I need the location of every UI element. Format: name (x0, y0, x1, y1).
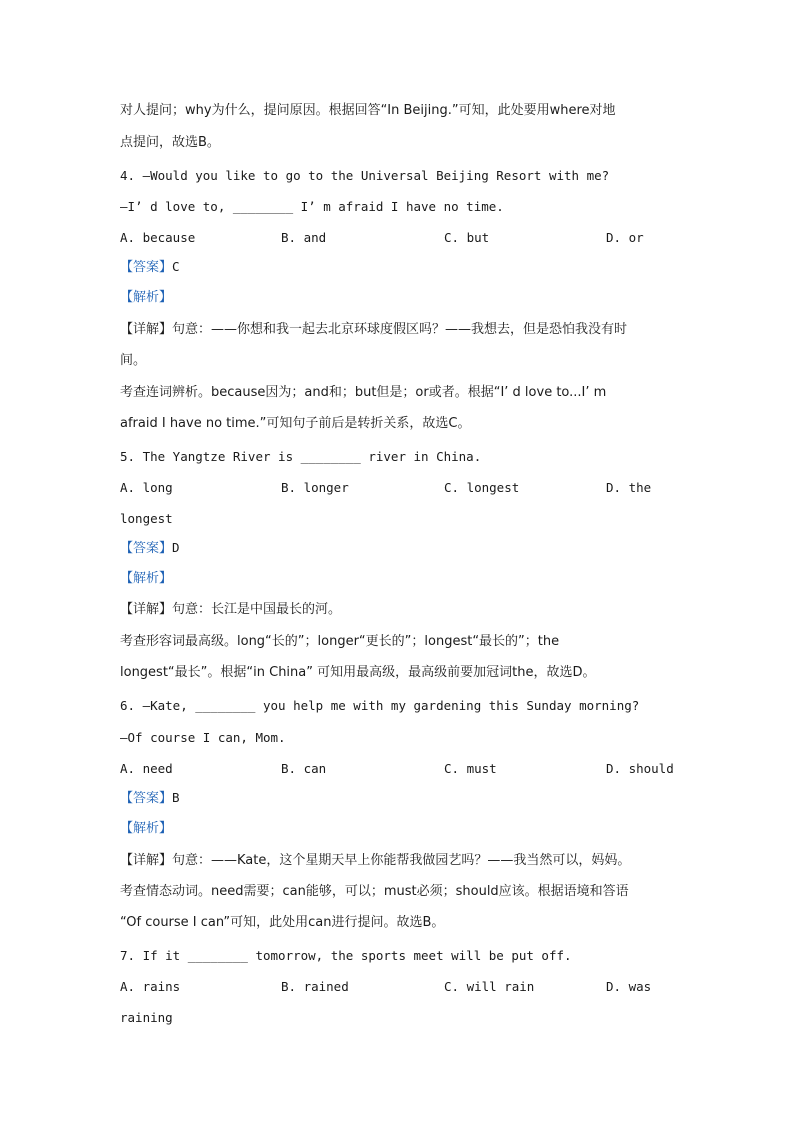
q5-detail-line-3: longest“最长”。根据“in China” 可知用最高级，最高级前要加冠词the，故选D。 (120, 665, 596, 680)
detail-tag: 【详解】 (120, 322, 173, 337)
q6-stem-line-2: —Of course I can, Mom. (120, 730, 286, 745)
q6-detail-text-1: 句意：——Kate，这个星期天早上你能帮我做园艺吗？——我当然可以，妈妈。 (172, 853, 631, 868)
q5-answer-line (120, 538, 180, 559)
analysis-tag: 【解析】 (120, 821, 173, 836)
q7-stem-line-1: 7. If it ________ tomorrow, the sports meet will be put off. (120, 948, 572, 963)
q6-option-d: D. should (606, 761, 674, 776)
q5-answer-value: D (172, 540, 180, 555)
q5-analysis-line (120, 569, 172, 589)
carry-line-2: 点提问，故选B。 (120, 135, 220, 150)
detail-tag: 【详解】 (120, 853, 173, 868)
q5-stem-line-1: 5. The Yangtze River is ________ river in China. (120, 449, 482, 464)
answer-tag: 【答案】 (120, 260, 173, 275)
answer-tag: 【答案】 (120, 541, 173, 556)
q5-detail-text-1: 句意：长江是中国最长的河。 (172, 602, 342, 617)
q4-detail-line-2: 间。 (120, 353, 147, 368)
q7-option-c: C. will rain (444, 979, 535, 994)
q7-option-b: B. rained (281, 979, 349, 994)
q7-option-a: A. rains (120, 979, 181, 994)
q4-detail-line-4: afraid I have no time.”可知句子前后是转折关系，故选C。 (120, 416, 471, 431)
q6-answer-value: B (172, 790, 180, 805)
q4-option-b: B. and (281, 230, 327, 245)
analysis-tag: 【解析】 (120, 290, 173, 305)
q4-answer-line (120, 257, 180, 278)
analysis-tag: 【解析】 (120, 571, 173, 586)
q6-detail-line-2: 考查情态动词。need需要；can能够，可以；must必须；should应该。根据语境和答语 (120, 884, 629, 899)
q4-analysis-line (120, 288, 172, 308)
q6-option-c: C. must (444, 761, 497, 776)
q4-detail-line-1 (120, 320, 627, 340)
q4-answer-value: C (172, 259, 180, 274)
detail-tag: 【详解】 (120, 602, 173, 617)
q4-stem-line-1: 4. —Would you like to go to the Universal Beijing Resort with me? (120, 168, 610, 183)
q6-option-a: A. need (120, 761, 173, 776)
carry-line-1: 对人提问；why为什么，提问原因。根据回答“In Beijing.”可知，此处要用where对地 (120, 103, 616, 118)
q5-option-d: D. the (606, 480, 652, 495)
q4-option-d: D. or (606, 230, 644, 245)
q4-detail-text-1: 句意：——你想和我一起去北京环球度假区吗？——我想去，但是恐怕我没有时 (172, 322, 628, 337)
q5-detail-line-2: 考查形容词最高级。long“长的”；longer“更长的”；longest“最长的”；the (120, 634, 560, 649)
q5-option-a: A. long (120, 480, 173, 495)
q6-stem-line-1: 6. —Kate, ________ you help me with my gardening this Sunday morning? (120, 698, 640, 713)
q6-detail-line-3: “Of course I can”可知，此处用can进行提问。故选B。 (120, 915, 445, 930)
q5-detail-line-1 (120, 600, 341, 620)
q6-option-b: B. can (281, 761, 327, 776)
q4-option-c: C. but (444, 230, 490, 245)
q6-analysis-line (120, 819, 172, 839)
q5-option-d-wrap: longest (120, 511, 173, 526)
q6-answer-line (120, 788, 180, 809)
q5-option-c: C. longest (444, 480, 520, 495)
q4-stem-line-2: —I’ d love to, ________ I’ m afraid I have no time. (120, 199, 504, 214)
q4-option-a: A. because (120, 230, 196, 245)
q6-detail-line-1 (120, 851, 630, 871)
answer-tag: 【答案】 (120, 791, 173, 806)
q7-option-d-wrap: raining (120, 1010, 173, 1025)
q7-option-d: D. was (606, 979, 652, 994)
q5-option-b: B. longer (281, 480, 349, 495)
q4-detail-line-3: 考查连词辨析。because因为；and和；but但是；or或者。根据“I’ d love to...I’ m (120, 385, 607, 400)
